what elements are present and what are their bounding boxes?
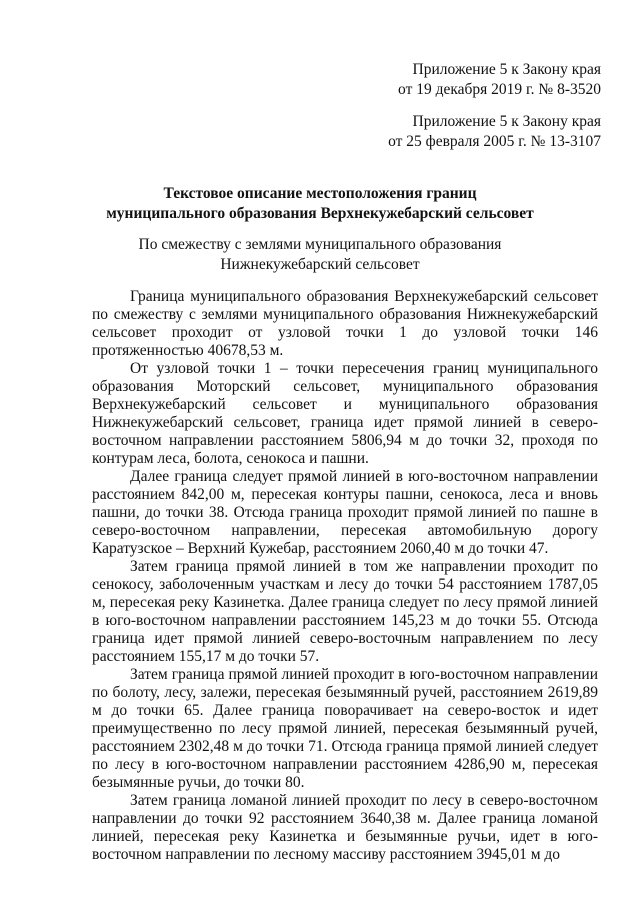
appendix-reference-2019 xyxy=(398,60,601,100)
section-subtitle-line: Нижнекужебарский сельсовет xyxy=(220,256,420,273)
appendix-reference-line: Приложение 5 к Закону края xyxy=(412,113,601,130)
section-subtitle-line: По смежеству с землями муниципального образования xyxy=(138,236,502,253)
document-title-line: Текстовое описание местоположения границ xyxy=(163,185,477,202)
appendix-reference-line: Приложение 5 к Закону края xyxy=(412,61,601,78)
body-paragraph: От узловой точки 1 – точки пересечения границ муниципального образования Моторский сельсовет, муниципального образования Верхнекужебарский сельсовет и муниципального образования Нижнекужебарский сельсовет, граница идет прямой линией в северо-восточном направлении расстоянием 5806,94 м до точки 32, проходя по контурам леса, болота, сенокоса и пашни. xyxy=(92,360,598,467)
body-paragraph: Затем граница прямой линией в том же направлении проходит по сенокосу, заболоченным участкам и лесу до точки 54 расстоянием 1787,05 м, пересекая реку Казинетка. Далее граница следует по лесу прямой линией в юго-восточном направлении расстоянием 145,23 м до точки 55. Отсюда граница идет прямой линией северо-восточным направлением по лесу расстоянием 155,17 м до точки 57. xyxy=(92,558,598,665)
appendix-reference-2005 xyxy=(388,112,601,152)
appendix-reference-line: от 25 февраля 2005 г. № 13-3107 xyxy=(388,133,601,150)
section-subtitle xyxy=(0,235,640,275)
document-title xyxy=(0,184,640,224)
body-paragraph: Затем граница ломаной линией проходит по лесу в северо-восточном направлении до точки 92 расстоянием 3640,38 м. Далее граница ломаной линией, пересекая реку Казинетка и безымянные ручьи, идет в юго-восточном направлении по лесному массиву расстоянием 3945,01 м до xyxy=(92,792,598,863)
document-title-line: муниципального образования Верхнекужебарский сельсовет xyxy=(106,205,534,222)
body-paragraph: Затем граница прямой линией проходит в юго-восточном направлении по болоту, лесу, залежи, пересекая безымянный ручей, расстоянием 2619,89 м до точки 65. Далее граница поворачивает на северо-восток и идет преимущественно по лесу прямой линией, пересекая безымянный ручей, расстоянием 2302,48 м до точки 71. Отсюда граница прямой линией следует по лесу в юго-восточном направлении расстоянием 4286,90 м, пересекая безымянные ручьи, до точки 80. xyxy=(92,666,598,791)
boundary-description-body xyxy=(92,288,598,864)
appendix-reference-line: от 19 декабря 2019 г. № 8-3520 xyxy=(398,81,601,98)
body-paragraph: Далее граница следует прямой линией в юго-восточном направлении расстоянием 842,00 м, пересекая контуры пашни, сенокоса, леса и вновь пашни, до точки 38. Отсюда граница проходит прямой линией по пашне в северо-восточном направлении, пересекая автомобильную дорогу Каратузское – Верхний Кужебар, расстоянием 2060,40 м до точки 47. xyxy=(92,468,598,557)
body-paragraph: Граница муниципального образования Верхнекужебарский сельсовет по смежеству с землями муниципального образования Нижнекужебарский сельсовет проходит от узловой точки 1 до узловой точки 146 протяженностью 40678,53 м. xyxy=(92,288,598,359)
